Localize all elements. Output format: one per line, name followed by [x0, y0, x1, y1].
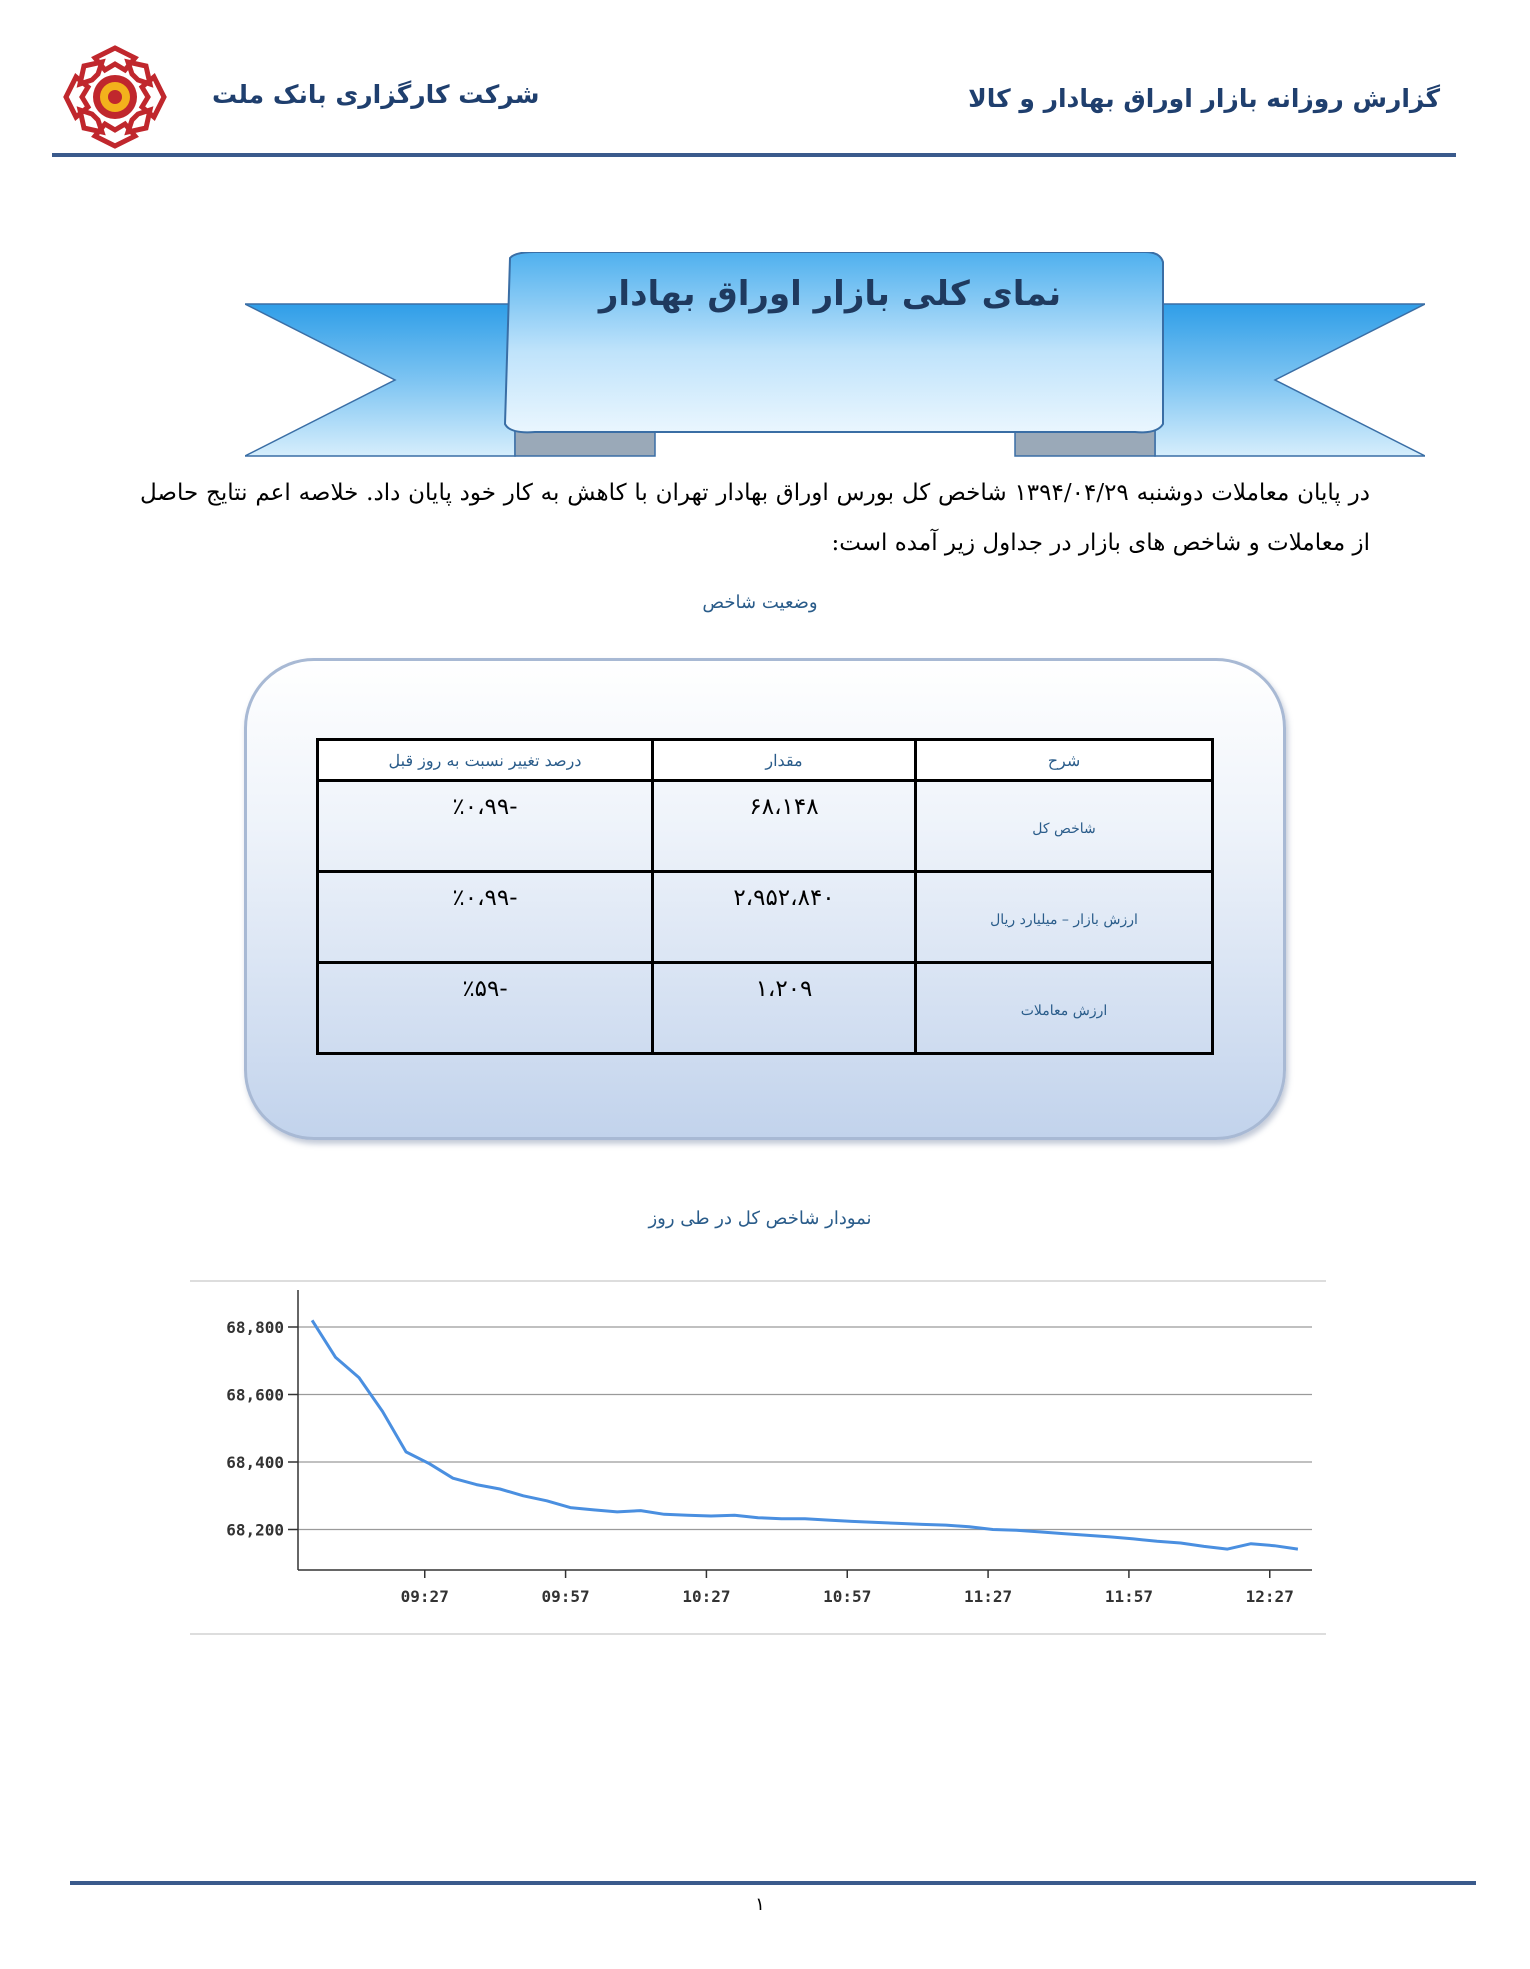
page-number: ۱ [755, 1894, 765, 1915]
header-value: مقدار [653, 740, 916, 781]
x-tick-label: 09:27 [400, 1587, 449, 1606]
index-table-caption: وضعیت شاخص [702, 592, 818, 613]
y-tick-label: 68,600 [226, 1385, 284, 1405]
x-tick-label: 10:27 [682, 1587, 731, 1606]
company-name: شرکت کارگزاری بانک ملت [212, 80, 540, 109]
header-desc: شرح [916, 740, 1213, 781]
row-desc: ارزش معاملات [916, 963, 1213, 1054]
row-value: ۲،۹۵۲،۸۴۰ [653, 872, 916, 963]
row-desc: ارزش بازار – میلیارد ریال [916, 872, 1213, 963]
header-divider [52, 153, 1456, 157]
header-change: درصد تغییر نسبت به روز قبل [318, 740, 653, 781]
index-table [316, 738, 1214, 1055]
table-row [318, 781, 1213, 872]
x-tick-label: 10:57 [823, 1587, 872, 1606]
y-tick-label: 68,400 [226, 1453, 284, 1472]
intraday-index-chart [190, 1280, 1326, 1635]
table-header-row [318, 740, 1213, 781]
row-value: ۱،۲۰۹ [653, 963, 916, 1054]
table-row [318, 963, 1213, 1054]
company-logo-icon [62, 44, 168, 150]
banner-title: نمای کلی بازار اوراق بهادار [598, 274, 1062, 314]
row-change: -٪۵۹ [318, 963, 653, 1054]
report-title: گزارش روزانه بازار اوراق بهادار و کالا [968, 84, 1440, 113]
y-tick-label: 68,800 [226, 1318, 284, 1337]
y-tick-label: 68,200 [226, 1520, 284, 1540]
intro-paragraph: در پایان معاملات دوشنبه ۱۳۹۴/۰۴/۲۹ شاخص کل بورس اوراق بهادار تهران با کاهش به کار خود پایان داد. خلاصه اعم نتایج حاصل از معاملات و شاخص های بازار در جداول زیر آمده است: [140, 480, 1370, 556]
table-row [318, 872, 1213, 963]
row-change: -٪۰،۹۹ [318, 872, 653, 963]
row-value: ۶۸،۱۴۸ [653, 781, 916, 872]
x-tick-label: 11:27 [963, 1587, 1013, 1606]
footer-divider [70, 1881, 1476, 1885]
row-change: -٪۰،۹۹ [318, 781, 653, 872]
chart-caption: نمودار شاخص کل در طی روز [648, 1208, 872, 1229]
x-tick-label: 12:27 [1245, 1587, 1294, 1606]
row-desc: شاخص کل [916, 781, 1213, 872]
index-series-line [312, 1320, 1298, 1549]
x-tick-label: 09:57 [541, 1587, 590, 1606]
x-tick-label: 11:57 [1104, 1587, 1154, 1606]
